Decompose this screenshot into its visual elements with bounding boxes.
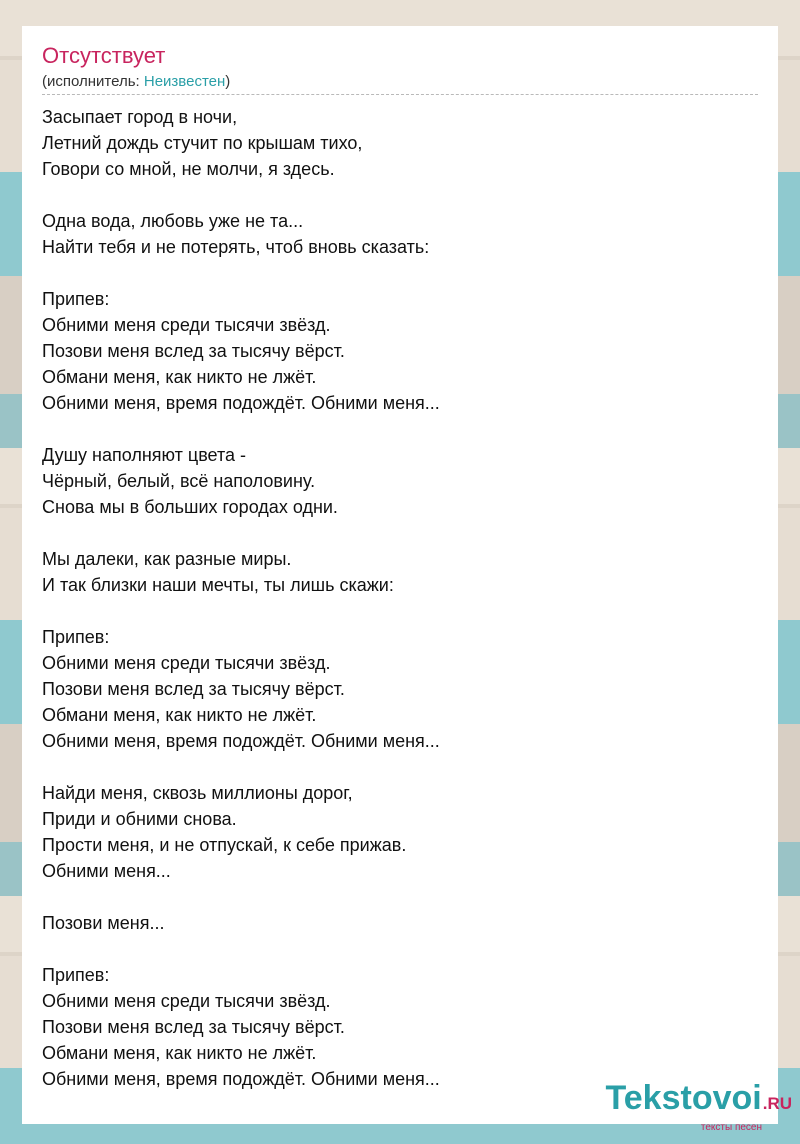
lyrics-body xyxy=(42,104,758,1092)
lyric-blank-line xyxy=(42,260,758,286)
lyric-blank-line xyxy=(42,182,758,208)
lyric-line: Снова мы в больших городах одни. xyxy=(42,497,338,517)
lyric-blank-line xyxy=(42,520,758,546)
lyric-line: Позови меня вслед за тысячу вёрст. xyxy=(42,1017,345,1037)
lyric-line: Позови меня... xyxy=(42,913,165,933)
lyric-blank-line xyxy=(42,754,758,780)
lyric-line: Обмани меня, как никто не лжёт. xyxy=(42,705,317,725)
lyric-line: Обними меня, время подождёт. Обними меня... xyxy=(42,1069,440,1089)
artist-line xyxy=(42,72,230,92)
lyric-line: Мы далеки, как разные миры. xyxy=(42,549,292,569)
lyrics-card xyxy=(22,26,778,1124)
lyric-line: Чёрный, белый, всё наполовину. xyxy=(42,471,316,491)
song-title: Отсутствует xyxy=(42,43,166,68)
logo-tagline: тексты песен xyxy=(700,1122,762,1133)
title-divider xyxy=(42,94,758,95)
lyric-line: Позови меня вслед за тысячу вёрст. xyxy=(42,341,345,361)
lyric-line: Припев: xyxy=(42,289,110,309)
logo-main-text: Tekstovoi xyxy=(605,1079,762,1117)
lyric-blank-line xyxy=(42,416,758,442)
lyric-line: Говори со мной, не молчи, я здесь. xyxy=(42,159,335,179)
lyric-line: Обмани меня, как никто не лжёт. xyxy=(42,367,317,387)
lyric-line: Приди и обними снова. xyxy=(42,809,237,829)
artist-suffix: ) xyxy=(225,73,231,90)
lyric-line: Одна вода, любовь уже не та... xyxy=(42,211,304,231)
lyric-line: Обними меня... xyxy=(42,861,171,881)
site-logo[interactable] xyxy=(606,1081,792,1134)
lyric-line: Душу наполняют цвета - xyxy=(42,445,247,465)
lyric-line: Летний дождь стучит по крышам тихо, xyxy=(42,133,363,153)
lyric-blank-line xyxy=(42,936,758,962)
lyric-line: Обмани меня, как никто не лжёт. xyxy=(42,1043,317,1063)
logo-tld-text: .RU xyxy=(762,1094,792,1113)
artist-link[interactable]: Неизвестен xyxy=(143,73,226,90)
lyric-blank-line xyxy=(42,884,758,910)
lyric-line: Найди меня, сквозь миллионы дорог, xyxy=(42,783,353,803)
lyric-line: Позови меня вслед за тысячу вёрст. xyxy=(42,679,345,699)
lyric-line: Обними меня среди тысячи звёзд. xyxy=(42,653,331,673)
lyric-line: Обними меня среди тысячи звёзд. xyxy=(42,991,331,1011)
lyric-blank-line xyxy=(42,598,758,624)
lyric-line: Припев: xyxy=(42,965,110,985)
lyric-line: Обними меня среди тысячи звёзд. xyxy=(42,315,331,335)
lyric-line: Найти тебя и не потерять, чтоб вновь сказать: xyxy=(42,237,430,257)
artist-prefix: (исполнитель: xyxy=(42,73,144,90)
lyric-line: И так близки наши мечты, ты лишь скажи: xyxy=(42,575,394,595)
logo-wordmark xyxy=(606,1081,792,1122)
lyric-line: Прости меня, и не отпускай, к себе прижав. xyxy=(42,835,407,855)
lyric-line: Обними меня, время подождёт. Обними меня... xyxy=(42,393,440,413)
lyric-line: Засыпает город в ночи, xyxy=(42,107,238,127)
lyric-line: Обними меня, время подождёт. Обними меня... xyxy=(42,731,440,751)
lyric-line: Припев: xyxy=(42,627,110,647)
